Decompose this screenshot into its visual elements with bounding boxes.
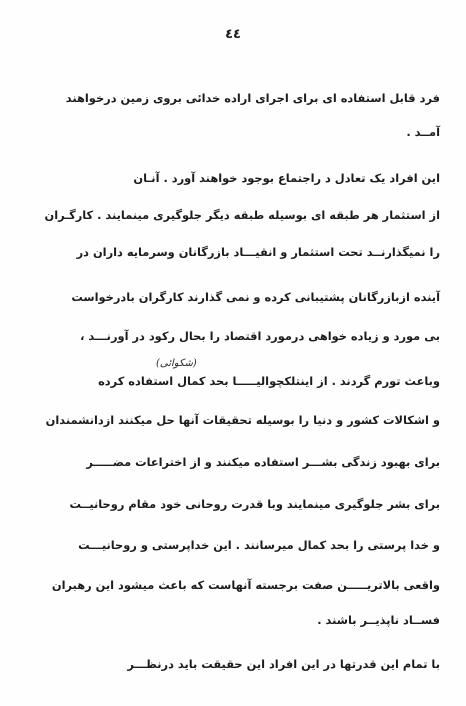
text-line-9: و اشکالات کشور و دنیا را بوسیله تحقیقات آنها حل میکنند ازدانشمندان [45, 413, 440, 427]
text-line-1: فرد قابل استفاده ای برای اجرای اراده خدائی بروی زمین درخواهند [65, 91, 440, 105]
text-line-4: از استثمار هر طبقه ای بوسیله طبقه دیگر جلوگیری مینمایند . کارگـران [44, 208, 440, 222]
text-line-12: و خدا پرستی را بحد کمال میرسانند . این خداپرستی و روحانیـــت [78, 538, 440, 552]
text-line-5: را نمیگذارنــد تحت استثمار و انقیـــاد بازرگانان وسرمایه داران در [76, 245, 440, 259]
handwritten-annotation: (شکوائی) [156, 358, 197, 369]
text-line-8: وباعث تورم گردند . از اینتلکچوالیـــــا بحد کمال استفاده کرده [98, 374, 440, 388]
text-line-7: بی مورد و زیاده خواهی درمورد اقتصاد را بحال رکود در آورنـــد ، [80, 329, 440, 343]
text-line-13: واقعی بالاتریـــــن صفت برجسته آنهاست که باعث میشود این رهبران [51, 578, 440, 592]
text-line-15: با تمام این قدرتها در این افراد این حقیقت باید درنظـــر [127, 657, 440, 671]
text-line-6: آینده ازبازرگانان پشتیبانی کرده و نمی گذارند کارگران بادرخواست [71, 290, 440, 304]
text-line-11: برای بشر جلوگیری مینمایند وبا قدرت روحانی خود مقام روحانیــت [69, 497, 440, 511]
text-line-2: آمــد . [406, 125, 440, 139]
text-line-10: برای بهبود زندگی بشـــر استفاده میکنند و از اختراعات مضـــــر [86, 455, 440, 469]
page-number: ٤٤ [225, 27, 241, 42]
text-line-14: فســاد ناپذیــر باشند . [317, 613, 440, 627]
text-line-3: این افراد یک تعادل د راجتماع بوجود خواهند آورد . آنـان [133, 171, 440, 185]
